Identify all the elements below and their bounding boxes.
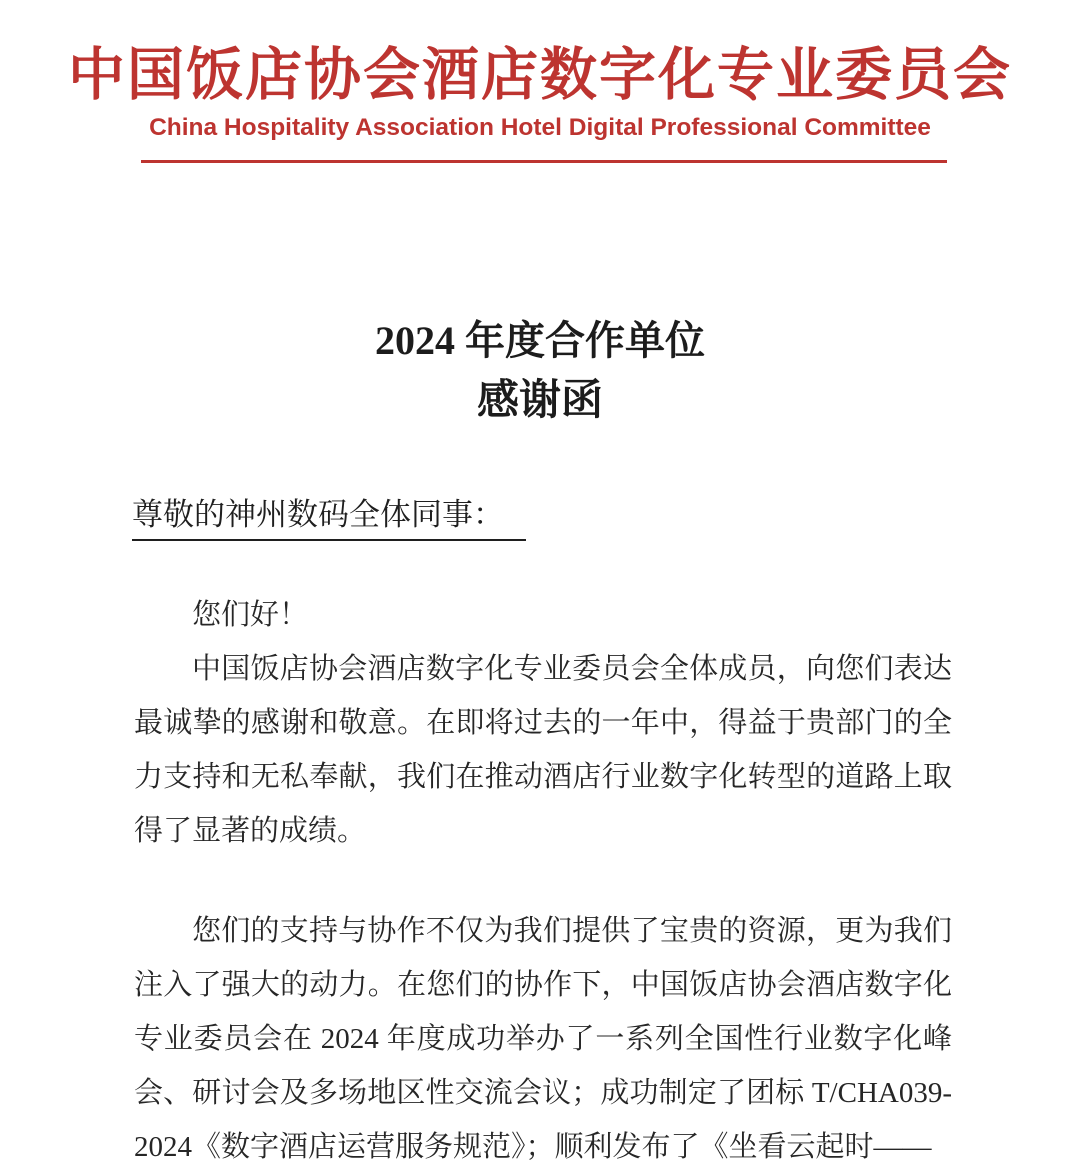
body-line: 您们好！ (192, 599, 309, 631)
body-line: 最诚挚的感谢和敬意。在即将过去的一年中，得益于贵部门的全 (134, 707, 952, 739)
letterhead-org-name-chinese: 中国饭店协会酒店数字化专业委员会 (68, 44, 1012, 107)
paragraph (134, 642, 952, 858)
body-line: 得了显著的成绩。 (134, 815, 367, 847)
body-line: 2024《数字酒店运营服务规范》；顺利发布了《坐看云起时—— (134, 1131, 932, 1163)
body-line: 注入了强大的动力。在您们的协作下，中国饭店协会酒店数字化 (134, 969, 952, 1001)
paragraph (134, 588, 952, 642)
body-line: 专业委员会在 2024 年度成功举办了一系列全国性行业数字化峰 (134, 1023, 952, 1055)
salutation-text: 尊敬的神州数码全体同事： (132, 489, 526, 541)
letter-title-line2: 感谢函 (476, 378, 603, 424)
paragraph (134, 904, 952, 1167)
letter-title-line1: 2024 年度合作单位 (375, 318, 705, 363)
letterhead-org-name-english: China Hospitality Association Hotel Digital Professional Committee (149, 114, 931, 141)
body-line: 中国饭店协会酒店数字化专业委员会全体成员，向您们表达 (192, 653, 952, 685)
letter-body (134, 588, 952, 1167)
letter-title (0, 310, 1080, 432)
body-line: 您们的支持与协作不仅为我们提供了宝贵的资源，更为我们 (192, 915, 952, 947)
body-line: 力支持和无私奉献，我们在推动酒店行业数字化转型的道路上取 (134, 761, 952, 793)
salutation-line (132, 489, 526, 541)
letterhead-divider (141, 160, 947, 163)
body-line: 会、研讨会及多场地区性交流会议；成功制定了团标 T/CHA039- (134, 1077, 952, 1109)
